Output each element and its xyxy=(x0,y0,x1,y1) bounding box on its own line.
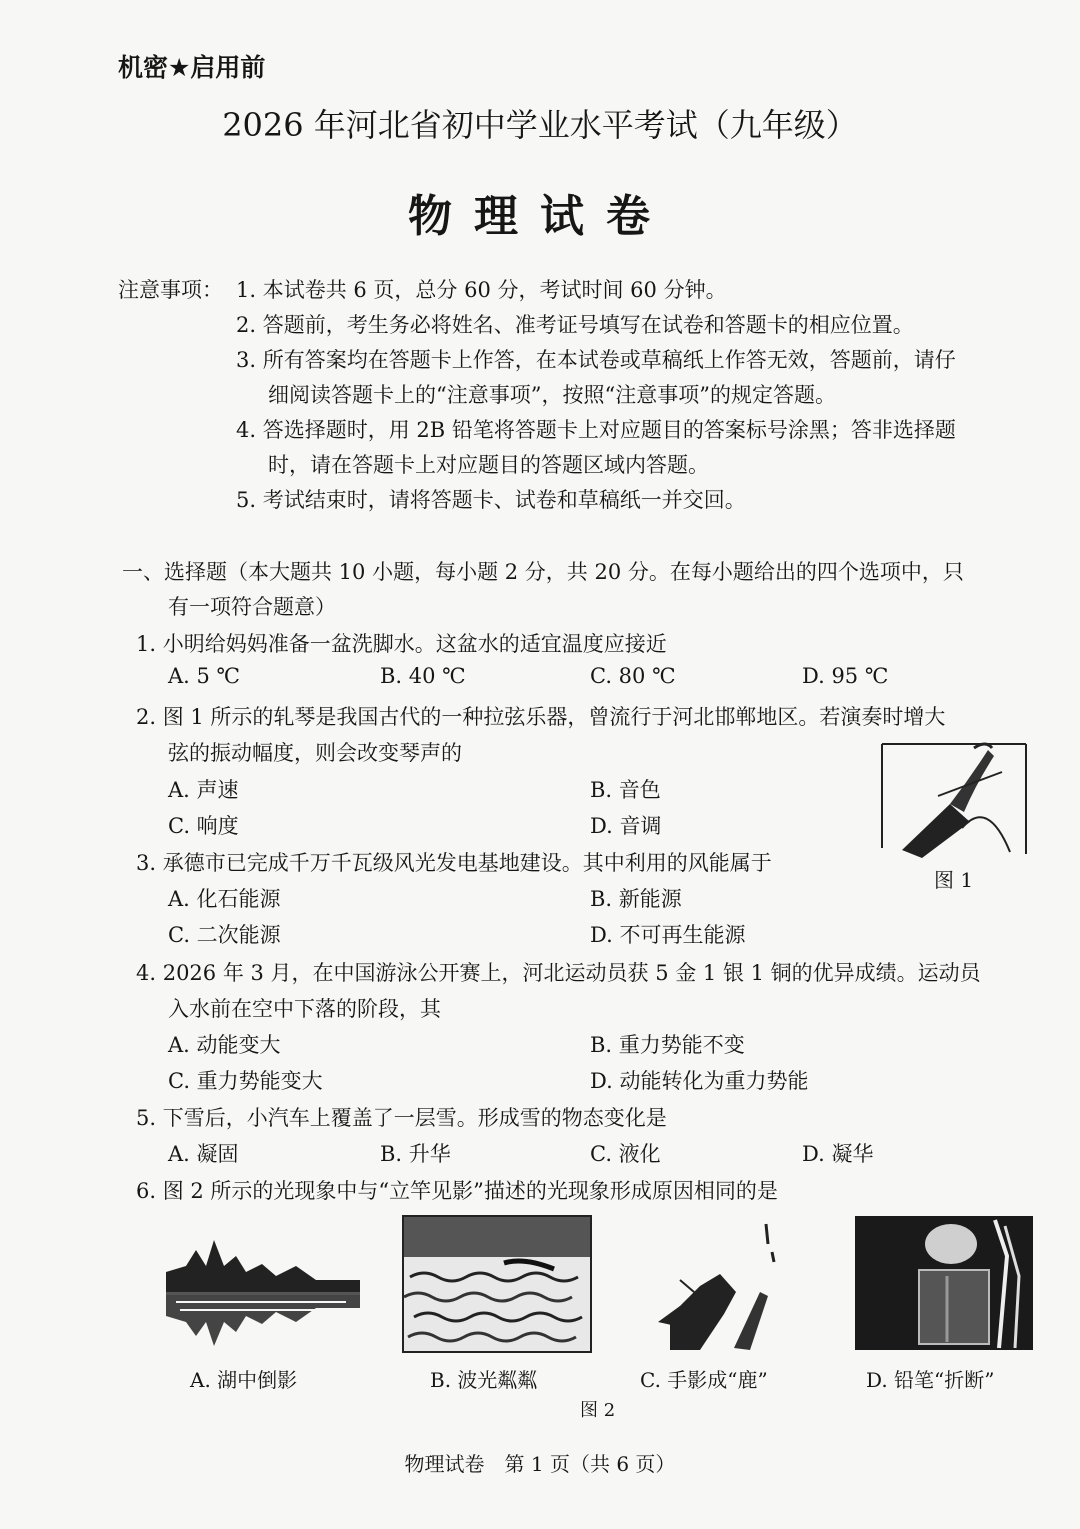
figure-2c-hand-shadow xyxy=(640,1222,790,1350)
q5-option-d: D. 凝华 xyxy=(802,1142,874,1166)
q3-option-b: B. 新能源 xyxy=(590,887,682,911)
figure-2-caption: 图 2 xyxy=(580,1400,616,1421)
subject-title: 物理试卷 xyxy=(408,191,672,242)
page-footer: 物理试卷 第 1 页（共 6 页） xyxy=(404,1452,676,1476)
q3-option-a: A. 化石能源 xyxy=(168,887,281,911)
question-1-stem: 1. 小明给妈妈准备一盆洗脚水。这盆水的适宜温度应接近 xyxy=(136,632,667,656)
q4-option-a: A. 动能变大 xyxy=(168,1033,281,1057)
exam-title: 2026 年河北省初中学业水平考试（九年级） xyxy=(222,106,858,144)
question-3-stem: 3. 承德市已完成千万千瓦级风光发电基地建设。其中利用的风能属于 xyxy=(136,851,772,875)
notice-item: 4. 答选择题时，用 2B 铅笔将答题卡上对应题目的答案标号涂黑；答非选择题 xyxy=(236,418,956,442)
figure-2b-water-ripples xyxy=(402,1215,592,1353)
question-4-stem-cont: 入水前在空中下落的阶段，其 xyxy=(168,997,441,1021)
notice-item: 时，请在答题卡上对应题目的答题区域内答题。 xyxy=(268,453,709,477)
question-2-stem-cont: 弦的振动幅度，则会改变琴声的 xyxy=(168,741,462,765)
q1-option-b: B. 40 ℃ xyxy=(380,664,466,688)
q5-option-c: C. 液化 xyxy=(590,1142,661,1166)
section-heading: 一、选择题（本大题共 10 小题，每小题 2 分，共 20 分。在每小题给出的四个选项中，只 xyxy=(122,560,964,584)
q5-option-a: A. 凝固 xyxy=(168,1142,239,1166)
figure-2a-caption: A. 湖中倒影 xyxy=(190,1368,298,1392)
figure-1-caption: 图 1 xyxy=(934,868,974,892)
q4-option-b: B. 重力势能不变 xyxy=(590,1033,745,1057)
q3-option-d: D. 不可再生能源 xyxy=(590,923,746,947)
q3-option-c: C. 二次能源 xyxy=(168,923,281,947)
figure-2c-caption: C. 手影成“鹿” xyxy=(640,1368,768,1392)
question-2-stem: 2. 图 1 所示的轧琴是我国古代的一种拉弦乐器，曾流行于河北邯郸地区。若演奏时增大 xyxy=(136,705,946,729)
figure-2d-pencil-refraction xyxy=(855,1216,1033,1350)
q4-option-d: D. 动能转化为重力势能 xyxy=(590,1069,809,1093)
q4-option-c: C. 重力势能变大 xyxy=(168,1069,323,1093)
figure-2d-caption: D. 铅笔“折断” xyxy=(866,1368,995,1392)
notice-item: 细阅读答题卡上的“注意事项”，按照“注意事项”的规定答题。 xyxy=(268,383,836,407)
section-heading-cont: 有一项符合题意） xyxy=(168,595,336,619)
q1-option-d: D. 95 ℃ xyxy=(802,664,889,688)
q5-option-b: B. 升华 xyxy=(380,1142,451,1166)
notice-item: 1. 本试卷共 6 页，总分 60 分，考试时间 60 分钟。 xyxy=(236,278,727,302)
confidential-label: 机密★启用前 xyxy=(118,53,266,82)
notice-item: 3. 所有答案均在答题卡上作答，在本试卷或草稿纸上作答无效，答题前，请仔 xyxy=(236,348,956,372)
q1-option-c: C. 80 ℃ xyxy=(590,664,676,688)
question-6-stem: 6. 图 2 所示的光现象中与“立竿见影”描述的光现象形成原因相同的是 xyxy=(136,1179,778,1203)
figure-2a-lake-reflection xyxy=(166,1236,360,1348)
notice-label: 注意事项： xyxy=(118,278,223,302)
q2-option-d: D. 音调 xyxy=(590,814,662,838)
notice-item: 2. 答题前，考生务必将姓名、准考证号填写在试卷和答题卡的相应位置。 xyxy=(236,313,914,337)
q1-option-a: A. 5 ℃ xyxy=(168,664,241,688)
q2-option-b: B. 音色 xyxy=(590,778,661,802)
question-4-stem: 4. 2026 年 3 月，在中国游泳公开赛上，河北运动员获 5 金 1 银 1 铜的优异成绩。运动员 xyxy=(136,961,981,985)
figure-1-zither xyxy=(878,738,1030,860)
question-5-stem: 5. 下雪后，小汽车上覆盖了一层雪。形成雪的物态变化是 xyxy=(136,1106,667,1130)
notice-item: 5. 考试结束时，请将答题卡、试卷和草稿纸一并交回。 xyxy=(236,488,746,512)
q2-option-c: C. 响度 xyxy=(168,814,239,838)
figure-2b-caption: B. 波光粼粼 xyxy=(430,1368,538,1392)
q2-option-a: A. 声速 xyxy=(168,778,239,802)
